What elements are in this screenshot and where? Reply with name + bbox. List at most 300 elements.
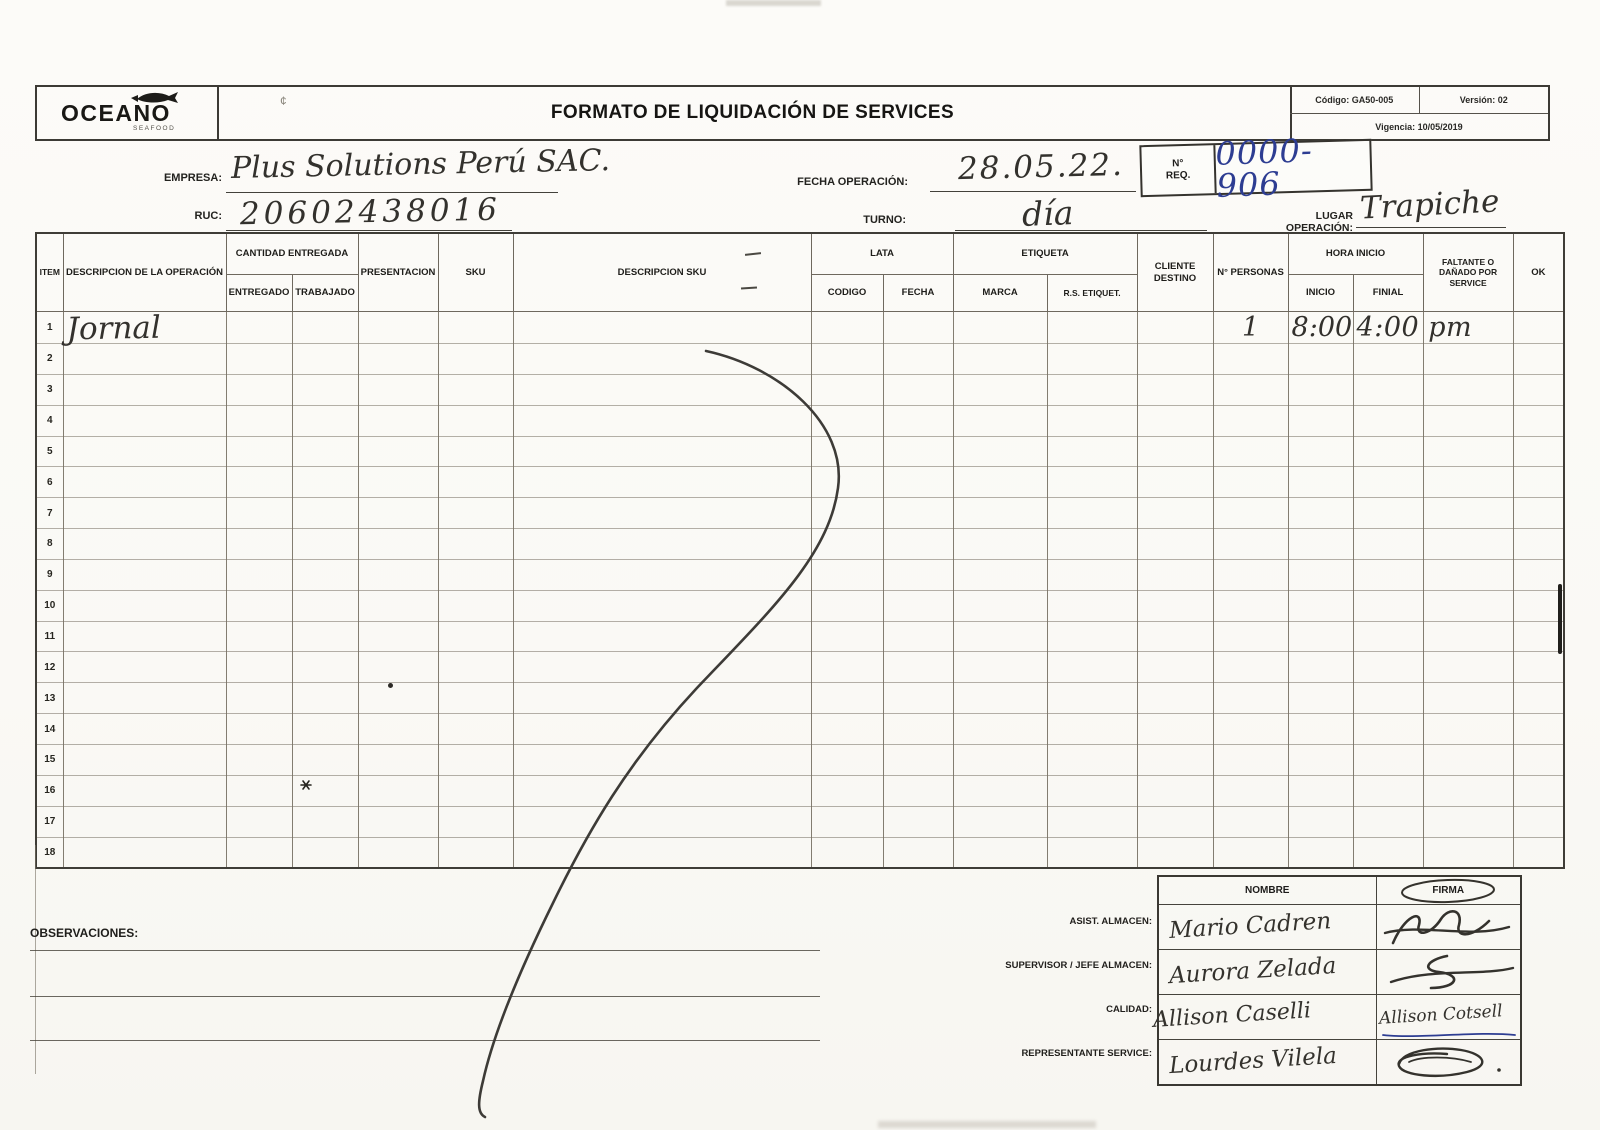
- cell-entregado[interactable]: [226, 312, 292, 344]
- cell-faltante[interactable]: [1423, 498, 1513, 529]
- cell-marca[interactable]: [953, 344, 1047, 375]
- cell-fecha[interactable]: [883, 374, 953, 405]
- cell-codigo[interactable]: [811, 744, 883, 775]
- cell-trabajado[interactable]: [292, 806, 358, 837]
- cell-codigo[interactable]: [811, 714, 883, 745]
- cell-codigo[interactable]: [811, 775, 883, 806]
- cell-presentacion[interactable]: [358, 559, 438, 590]
- cell-inicio[interactable]: [1288, 775, 1353, 806]
- cell-trabajado[interactable]: [292, 529, 358, 560]
- cell-sku[interactable]: [438, 775, 513, 806]
- cell-sku[interactable]: [438, 405, 513, 436]
- cell-sku[interactable]: [438, 344, 513, 375]
- cell-entregado[interactable]: [226, 806, 292, 837]
- cell-presentacion[interactable]: [358, 312, 438, 344]
- cell-presentacion[interactable]: [358, 436, 438, 467]
- cell-entregado[interactable]: [226, 405, 292, 436]
- cell-faltante[interactable]: [1423, 714, 1513, 745]
- cell-descripcion[interactable]: [63, 558, 227, 592]
- cell-descripcion-sku[interactable]: [513, 344, 811, 375]
- cell-final[interactable]: [1353, 590, 1423, 621]
- cell-descripcion[interactable]: [63, 496, 227, 530]
- cell-inicio[interactable]: [1288, 467, 1353, 498]
- cell-sku[interactable]: [438, 312, 513, 344]
- cell-cliente-destino[interactable]: [1137, 714, 1213, 745]
- representante-nombre-cell[interactable]: [1158, 1040, 1376, 1086]
- cell-descripcion-sku[interactable]: [513, 312, 811, 344]
- cell-personas[interactable]: [1213, 744, 1288, 775]
- cell-marca[interactable]: [953, 529, 1047, 560]
- cell-presentacion[interactable]: [358, 744, 438, 775]
- cell-presentacion[interactable]: [358, 467, 438, 498]
- cell-descripcion-sku[interactable]: [513, 590, 811, 621]
- cell-trabajado[interactable]: [292, 590, 358, 621]
- cell-presentacion[interactable]: [358, 621, 438, 652]
- cell-presentacion[interactable]: [358, 374, 438, 405]
- cell-final[interactable]: [1353, 806, 1423, 837]
- cell-personas[interactable]: [1213, 344, 1288, 375]
- cell-cliente-destino[interactable]: [1137, 529, 1213, 560]
- cell-inicio[interactable]: [1288, 714, 1353, 745]
- cell-codigo[interactable]: [811, 529, 883, 560]
- cell-codigo[interactable]: [811, 467, 883, 498]
- cell-sku[interactable]: [438, 683, 513, 714]
- cell-rs-etiquet[interactable]: [1047, 344, 1137, 375]
- cell-inicio[interactable]: 8:00: [1288, 312, 1353, 344]
- cell-rs-etiquet[interactable]: [1047, 621, 1137, 652]
- cell-final[interactable]: [1353, 559, 1423, 590]
- cell-inicio[interactable]: [1288, 683, 1353, 714]
- cell-fecha[interactable]: [883, 498, 953, 529]
- cell-entregado[interactable]: [226, 621, 292, 652]
- cell-trabajado[interactable]: [292, 559, 358, 590]
- cell-fecha[interactable]: [883, 590, 953, 621]
- cell-sku[interactable]: [438, 374, 513, 405]
- cell-descripcion[interactable]: [63, 774, 227, 808]
- cell-trabajado[interactable]: [292, 344, 358, 375]
- cell-entregado[interactable]: [226, 683, 292, 714]
- cell-ok[interactable]: [1513, 714, 1564, 745]
- cell-marca[interactable]: [953, 498, 1047, 529]
- ruc-value[interactable]: 20602438016: [239, 191, 502, 233]
- cell-trabajado[interactable]: [292, 467, 358, 498]
- cell-cliente-destino[interactable]: [1137, 405, 1213, 436]
- cell-final[interactable]: [1353, 621, 1423, 652]
- cell-marca[interactable]: [953, 467, 1047, 498]
- cell-descripcion-sku[interactable]: [513, 529, 811, 560]
- cell-cliente-destino[interactable]: [1137, 621, 1213, 652]
- cell-entregado[interactable]: [226, 498, 292, 529]
- cell-faltante[interactable]: [1423, 344, 1513, 375]
- cell-descripcion[interactable]: [63, 342, 227, 376]
- cell-rs-etiquet[interactable]: [1047, 374, 1137, 405]
- cell-codigo[interactable]: [811, 652, 883, 683]
- cell-personas[interactable]: [1213, 467, 1288, 498]
- cell-faltante[interactable]: [1423, 775, 1513, 806]
- cell-final[interactable]: [1353, 436, 1423, 467]
- cell-fecha[interactable]: [883, 744, 953, 775]
- cell-presentacion[interactable]: [358, 714, 438, 745]
- cell-rs-etiquet[interactable]: [1047, 559, 1137, 590]
- cell-descripcion[interactable]: [63, 712, 227, 746]
- cell-final[interactable]: [1353, 529, 1423, 560]
- cell-marca[interactable]: [953, 683, 1047, 714]
- cell-sku[interactable]: [438, 467, 513, 498]
- cell-descripcion[interactable]: [63, 743, 227, 777]
- cell-sku[interactable]: [438, 744, 513, 775]
- cell-personas[interactable]: [1213, 621, 1288, 652]
- cell-personas[interactable]: [1213, 837, 1288, 868]
- cell-ok[interactable]: [1513, 436, 1564, 467]
- cell-rs-etiquet[interactable]: [1047, 652, 1137, 683]
- cell-descripcion[interactable]: [63, 620, 227, 654]
- cell-rs-etiquet[interactable]: [1047, 590, 1137, 621]
- cell-personas[interactable]: [1213, 405, 1288, 436]
- cell-inicio[interactable]: [1288, 405, 1353, 436]
- cell-cliente-destino[interactable]: [1137, 775, 1213, 806]
- cell-descripcion[interactable]: Jornal: [63, 310, 227, 345]
- cell-final[interactable]: [1353, 837, 1423, 868]
- cell-cliente-destino[interactable]: [1137, 652, 1213, 683]
- representante-firma-cell[interactable]: [1376, 1040, 1521, 1086]
- cell-rs-etiquet[interactable]: [1047, 744, 1137, 775]
- cell-sku[interactable]: [438, 652, 513, 683]
- cell-personas[interactable]: [1213, 529, 1288, 560]
- cell-final[interactable]: 4:00 pm: [1353, 312, 1423, 344]
- cell-descripcion[interactable]: [63, 373, 227, 407]
- cell-presentacion[interactable]: [358, 683, 438, 714]
- cell-rs-etiquet[interactable]: [1047, 529, 1137, 560]
- cell-entregado[interactable]: [226, 775, 292, 806]
- cell-marca[interactable]: [953, 559, 1047, 590]
- cell-presentacion[interactable]: [358, 590, 438, 621]
- cell-descripcion-sku[interactable]: [513, 498, 811, 529]
- cell-presentacion[interactable]: [358, 837, 438, 868]
- cell-presentacion[interactable]: [358, 344, 438, 375]
- cell-descripcion[interactable]: [63, 404, 227, 438]
- cell-personas[interactable]: [1213, 590, 1288, 621]
- cell-presentacion[interactable]: [358, 806, 438, 837]
- cell-rs-etiquet[interactable]: [1047, 714, 1137, 745]
- cell-ok[interactable]: [1513, 559, 1564, 590]
- cell-inicio[interactable]: [1288, 837, 1353, 868]
- cell-sku[interactable]: [438, 806, 513, 837]
- cell-descripcion-sku[interactable]: [513, 559, 811, 590]
- cell-rs-etiquet[interactable]: [1047, 467, 1137, 498]
- empresa-value[interactable]: Plus Solutions Perú SAC.: [230, 143, 611, 186]
- cell-descripcion[interactable]: [63, 527, 227, 561]
- cell-trabajado[interactable]: [292, 837, 358, 868]
- cell-personas[interactable]: [1213, 498, 1288, 529]
- cell-cliente-destino[interactable]: [1137, 312, 1213, 344]
- observaciones-line[interactable]: [30, 1040, 820, 1041]
- cell-codigo[interactable]: [811, 621, 883, 652]
- cell-codigo[interactable]: [811, 683, 883, 714]
- fecha-operacion-value[interactable]: 28.05.22.: [957, 146, 1125, 188]
- cell-fecha[interactable]: [883, 405, 953, 436]
- cell-sku[interactable]: [438, 436, 513, 467]
- cell-trabajado[interactable]: [292, 436, 358, 467]
- cell-ok[interactable]: [1513, 775, 1564, 806]
- asist-almacen-nombre-cell[interactable]: [1158, 905, 1376, 950]
- cell-descripcion[interactable]: [63, 836, 227, 870]
- lugar-operacion-value[interactable]: Trapiche: [1359, 183, 1501, 227]
- cell-ok[interactable]: [1513, 312, 1564, 344]
- cell-ok[interactable]: [1513, 374, 1564, 405]
- cell-faltante[interactable]: [1423, 590, 1513, 621]
- cell-fecha[interactable]: [883, 683, 953, 714]
- cell-entregado[interactable]: [226, 436, 292, 467]
- cell-personas[interactable]: [1213, 436, 1288, 467]
- cell-fecha[interactable]: [883, 529, 953, 560]
- cell-sku[interactable]: [438, 621, 513, 652]
- cell-descripcion-sku[interactable]: [513, 652, 811, 683]
- cell-faltante[interactable]: [1423, 837, 1513, 868]
- cell-descripcion[interactable]: [63, 465, 227, 499]
- cell-marca[interactable]: [953, 374, 1047, 405]
- cell-rs-etiquet[interactable]: [1047, 837, 1137, 868]
- cell-inicio[interactable]: [1288, 652, 1353, 683]
- cell-personas[interactable]: [1213, 652, 1288, 683]
- cell-faltante[interactable]: [1423, 559, 1513, 590]
- cell-ok[interactable]: [1513, 683, 1564, 714]
- cell-codigo[interactable]: [811, 312, 883, 344]
- cell-trabajado[interactable]: [292, 714, 358, 745]
- cell-trabajado[interactable]: [292, 652, 358, 683]
- cell-faltante[interactable]: [1423, 806, 1513, 837]
- cell-fecha[interactable]: [883, 312, 953, 344]
- cell-inicio[interactable]: [1288, 806, 1353, 837]
- cell-inicio[interactable]: [1288, 590, 1353, 621]
- cell-presentacion[interactable]: [358, 405, 438, 436]
- cell-sku[interactable]: [438, 529, 513, 560]
- cell-sku[interactable]: [438, 498, 513, 529]
- observaciones-line[interactable]: [30, 996, 820, 997]
- cell-descripcion[interactable]: [63, 651, 227, 685]
- supervisor-firma-cell[interactable]: [1376, 950, 1521, 995]
- cell-inicio[interactable]: [1288, 436, 1353, 467]
- cell-fecha[interactable]: [883, 344, 953, 375]
- cell-trabajado[interactable]: [292, 374, 358, 405]
- cell-personas[interactable]: [1213, 374, 1288, 405]
- cell-presentacion[interactable]: [358, 529, 438, 560]
- cell-ok[interactable]: [1513, 344, 1564, 375]
- cell-marca[interactable]: [953, 714, 1047, 745]
- cell-final[interactable]: [1353, 744, 1423, 775]
- cell-fecha[interactable]: [883, 436, 953, 467]
- cell-ok[interactable]: [1513, 498, 1564, 529]
- cell-rs-etiquet[interactable]: [1047, 806, 1137, 837]
- cell-rs-etiquet[interactable]: [1047, 498, 1137, 529]
- calidad-firma-cell[interactable]: [1376, 995, 1521, 1040]
- cell-presentacion[interactable]: [358, 775, 438, 806]
- calidad-nombre-cell[interactable]: [1152, 995, 1376, 1040]
- cell-personas[interactable]: [1213, 806, 1288, 837]
- cell-marca[interactable]: [953, 312, 1047, 344]
- cell-final[interactable]: [1353, 683, 1423, 714]
- cell-presentacion[interactable]: [358, 652, 438, 683]
- cell-entregado[interactable]: [226, 559, 292, 590]
- cell-final[interactable]: [1353, 498, 1423, 529]
- cell-descripcion[interactable]: [63, 805, 227, 839]
- cell-personas[interactable]: [1213, 683, 1288, 714]
- cell-fecha[interactable]: [883, 806, 953, 837]
- cell-entregado[interactable]: [226, 529, 292, 560]
- cell-entregado[interactable]: [226, 344, 292, 375]
- cell-personas[interactable]: 1: [1213, 312, 1288, 344]
- cell-ok[interactable]: [1513, 529, 1564, 560]
- supervisor-nombre-cell[interactable]: [1158, 950, 1376, 995]
- cell-marca[interactable]: [953, 806, 1047, 837]
- cell-descripcion-sku[interactable]: [513, 775, 811, 806]
- cell-descripcion-sku[interactable]: [513, 744, 811, 775]
- cell-fecha[interactable]: [883, 775, 953, 806]
- cell-descripcion-sku[interactable]: [513, 405, 811, 436]
- cell-rs-etiquet[interactable]: [1047, 775, 1137, 806]
- cell-cliente-destino[interactable]: [1137, 837, 1213, 868]
- cell-faltante[interactable]: [1423, 436, 1513, 467]
- cell-entregado[interactable]: [226, 652, 292, 683]
- cell-descripcion-sku[interactable]: [513, 714, 811, 745]
- cell-inicio[interactable]: [1288, 374, 1353, 405]
- cell-trabajado[interactable]: [292, 621, 358, 652]
- cell-trabajado[interactable]: [292, 683, 358, 714]
- cell-cliente-destino[interactable]: [1137, 683, 1213, 714]
- cell-faltante[interactable]: [1423, 621, 1513, 652]
- cell-trabajado[interactable]: [292, 498, 358, 529]
- cell-descripcion-sku[interactable]: [513, 837, 811, 868]
- cell-marca[interactable]: [953, 775, 1047, 806]
- cell-entregado[interactable]: [226, 714, 292, 745]
- cell-inicio[interactable]: [1288, 498, 1353, 529]
- cell-rs-etiquet[interactable]: [1047, 683, 1137, 714]
- cell-entregado[interactable]: [226, 744, 292, 775]
- cell-inicio[interactable]: [1288, 621, 1353, 652]
- cell-inicio[interactable]: [1288, 559, 1353, 590]
- cell-trabajado[interactable]: [292, 405, 358, 436]
- cell-codigo[interactable]: [811, 405, 883, 436]
- cell-fecha[interactable]: [883, 714, 953, 745]
- cell-fecha[interactable]: [883, 837, 953, 868]
- cell-faltante[interactable]: [1423, 744, 1513, 775]
- cell-marca[interactable]: [953, 837, 1047, 868]
- cell-ok[interactable]: [1513, 467, 1564, 498]
- cell-marca[interactable]: [953, 436, 1047, 467]
- cell-inicio[interactable]: [1288, 344, 1353, 375]
- cell-marca[interactable]: [953, 652, 1047, 683]
- cell-descripcion-sku[interactable]: [513, 621, 811, 652]
- cell-inicio[interactable]: [1288, 529, 1353, 560]
- cell-cliente-destino[interactable]: [1137, 374, 1213, 405]
- cell-cliente-destino[interactable]: [1137, 436, 1213, 467]
- cell-codigo[interactable]: [811, 436, 883, 467]
- nreq-value[interactable]: 0000-906: [1214, 131, 1314, 205]
- observaciones-line[interactable]: [30, 950, 820, 951]
- cell-cliente-destino[interactable]: [1137, 559, 1213, 590]
- cell-sku[interactable]: [438, 590, 513, 621]
- cell-faltante[interactable]: [1423, 467, 1513, 498]
- cell-rs-etiquet[interactable]: [1047, 436, 1137, 467]
- cell-ok[interactable]: [1513, 405, 1564, 436]
- cell-faltante[interactable]: [1423, 652, 1513, 683]
- cell-entregado[interactable]: [226, 837, 292, 868]
- cell-marca[interactable]: [953, 590, 1047, 621]
- cell-trabajado[interactable]: [292, 744, 358, 775]
- turno-value[interactable]: día: [1021, 193, 1075, 234]
- cell-final[interactable]: [1353, 714, 1423, 745]
- cell-fecha[interactable]: [883, 467, 953, 498]
- cell-ok[interactable]: [1513, 621, 1564, 652]
- cell-codigo[interactable]: [811, 806, 883, 837]
- asist-almacen-firma-cell[interactable]: [1376, 905, 1521, 950]
- cell-descripcion-sku[interactable]: [513, 683, 811, 714]
- cell-ok[interactable]: [1513, 652, 1564, 683]
- cell-personas[interactable]: [1213, 559, 1288, 590]
- cell-codigo[interactable]: [811, 837, 883, 868]
- cell-descripcion[interactable]: [63, 589, 227, 623]
- cell-codigo[interactable]: [811, 498, 883, 529]
- cell-faltante[interactable]: [1423, 374, 1513, 405]
- cell-ok[interactable]: [1513, 744, 1564, 775]
- cell-ok[interactable]: [1513, 590, 1564, 621]
- cell-final[interactable]: [1353, 467, 1423, 498]
- cell-fecha[interactable]: [883, 559, 953, 590]
- cell-inicio[interactable]: [1288, 744, 1353, 775]
- cell-sku[interactable]: [438, 714, 513, 745]
- cell-descripcion[interactable]: [63, 681, 227, 715]
- cell-final[interactable]: [1353, 344, 1423, 375]
- cell-codigo[interactable]: [811, 590, 883, 621]
- cell-cliente-destino[interactable]: [1137, 806, 1213, 837]
- cell-descripcion-sku[interactable]: [513, 467, 811, 498]
- cell-rs-etiquet[interactable]: [1047, 405, 1137, 436]
- cell-final[interactable]: [1353, 405, 1423, 436]
- cell-marca[interactable]: [953, 621, 1047, 652]
- cell-marca[interactable]: [953, 744, 1047, 775]
- cell-cliente-destino[interactable]: [1137, 498, 1213, 529]
- cell-presentacion[interactable]: [358, 498, 438, 529]
- cell-trabajado[interactable]: [292, 312, 358, 344]
- cell-codigo[interactable]: [811, 374, 883, 405]
- cell-descripcion-sku[interactable]: [513, 436, 811, 467]
- cell-sku[interactable]: [438, 837, 513, 868]
- cell-fecha[interactable]: [883, 652, 953, 683]
- cell-faltante[interactable]: [1423, 405, 1513, 436]
- cell-entregado[interactable]: [226, 374, 292, 405]
- cell-cliente-destino[interactable]: [1137, 590, 1213, 621]
- cell-descripcion[interactable]: [63, 435, 227, 469]
- cell-final[interactable]: [1353, 775, 1423, 806]
- cell-final[interactable]: [1353, 652, 1423, 683]
- cell-codigo[interactable]: [811, 559, 883, 590]
- cell-final[interactable]: [1353, 374, 1423, 405]
- cell-cliente-destino[interactable]: [1137, 344, 1213, 375]
- cell-descripcion-sku[interactable]: [513, 806, 811, 837]
- cell-fecha[interactable]: [883, 621, 953, 652]
- cell-rs-etiquet[interactable]: [1047, 312, 1137, 344]
- cell-faltante[interactable]: [1423, 529, 1513, 560]
- cell-faltante[interactable]: [1423, 683, 1513, 714]
- cell-cliente-destino[interactable]: [1137, 467, 1213, 498]
- cell-descripcion-sku[interactable]: [513, 374, 811, 405]
- cell-ok[interactable]: [1513, 806, 1564, 837]
- cell-entregado[interactable]: [226, 467, 292, 498]
- cell-marca[interactable]: [953, 405, 1047, 436]
- cell-personas[interactable]: [1213, 714, 1288, 745]
- cell-ok[interactable]: [1513, 837, 1564, 868]
- cell-entregado[interactable]: [226, 590, 292, 621]
- cell-sku[interactable]: [438, 559, 513, 590]
